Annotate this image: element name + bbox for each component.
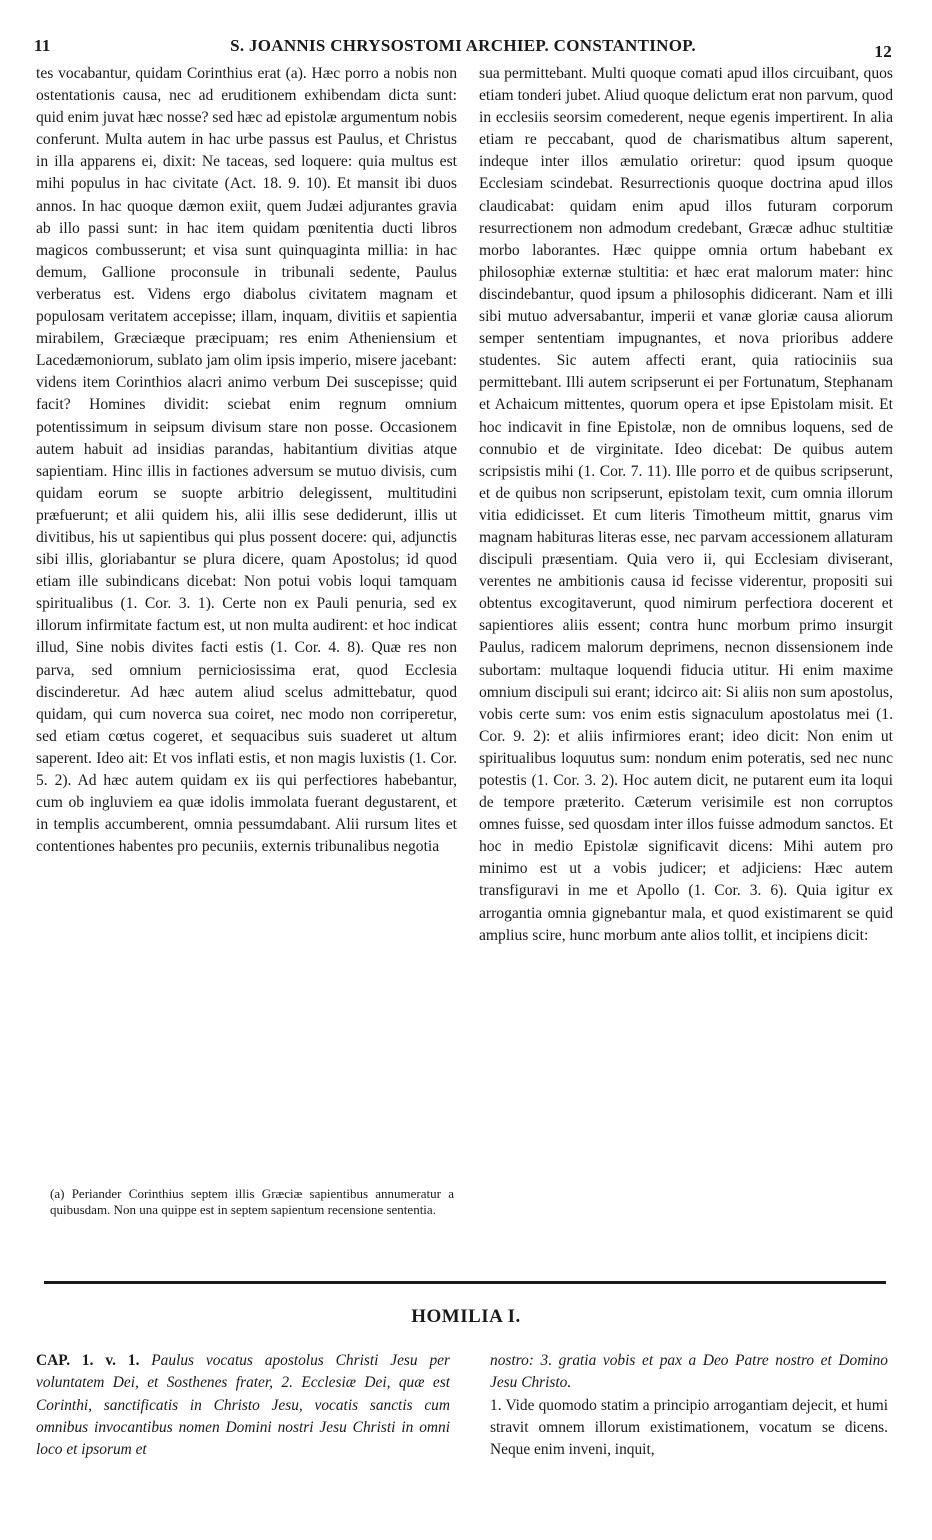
running-head: [34, 36, 892, 60]
scripture-right-text: nostro: 3. gratia vobis et pax a Deo Patre nostro et Domino Jesu Christo.: [490, 1352, 888, 1392]
footnote-text: (a) Periander Corinthius septem illis Græciæ sapientibus annumeratur a quibusdam. Non una quippe est in septem sapientum recensione sententia.: [50, 1186, 454, 1217]
left-column: [36, 63, 457, 858]
right-column: [479, 63, 893, 947]
page-number-right: 12: [874, 42, 892, 61]
footnote: [50, 1186, 454, 1217]
running-title: S. JOANNIS CHRYSOSTOMI ARCHIEP. CONSTANTINOP.: [230, 36, 696, 55]
homily-title: HOMILIA I.: [411, 1306, 521, 1327]
page-number-left: 11: [34, 36, 51, 55]
scripture-left-text: Paulus vocatus apostolus Christi Jesu per voluntatem Dei, et Sosthenes frater, 2. Ecclesiæ Dei, quæ est Corinthi, sanctificatis in Christo Jesu, vocatis sanctis cum omnibus invocantibus nomen Domini nostri Jesu Christi in omni loco et ipsorum et: [36, 1352, 450, 1459]
right-column-text: sua permittebant. Multi quoque comati apud illos circuibant, quos etiam tonderi jubet. Aliud quoque delictum erat non parvum, quod in ecclesiis seorsim comederent, neque egenis impertirent. In alia etiam re peccabant, quod de charismatibus altum saperent, indeque inter illos æmulatio oriretur: quod ipsum quoque Ecclesiam scindebat. Resurrectionis quoque doctrina apud illos claudicabat: quidam enim apud illos futuram corporum resurrectionem non admodum credebant, Græcæ adhuc stultitiæ morbo laborantes. Hæc quippe omnia ortum habebant ex philosophiæ externæ stultitia: et hæc erat malorum mater: hinc discindebantur, quod ipsum a philosophis didicerant. Nam et illi sibi mutuo adversabantur, imperii et vanæ gloriæ causa aliorum semper sententiam impugnantes, et nova prioribus addere studentes. Sic autem affecti erant, quia ratiociniis sua permittebant. Illi autem scripserunt ei per Fortunatum, Stephanam et Achaicum mittentes, quorum opera et ipse Epistolam misit. Et hoc indicavit in fine Epistolæ, non de omnibus loquens, sed de connubio et de virginitate. Ideo dicebat: De quibus autem scripsistis mihi (1. Cor. 7. 11). Ille porro et de quibus scripserunt, et de quibus non scripserunt, epistolam texit, cum omnia illorum vitia edidicisset. Et cum literis Timotheum mittit, gnarus vim magnam habituras literas esse, nec parvam accessionem allaturam discipuli præsentiam. Quia vero ii, qui Ecclesiam diviserant, verentes ne ambitionis causa id fecisse viderentur, propositi sui obtentus excogitaverunt, quod nimirum perfectiora docerent et sapientiores aliis essent; contra hunc morbum primo insurgit Paulus, radicem malorum deprimens, necnon dissensionem inde subortam: multaque loquendi fiducia utitur. Hi enim maxime omnium discipuli sui erant; idcirco ait: Si aliis non sum apostolus, vobis certe sum: vos enim estis signaculum apostolatus mei (1. Cor. 9. 2): et aliis infirmiores erant; ideo dicit: Non enim ut spiritualibus loquutus sum: nondum enim poteratis, sed nec nunc potestis (1. Cor. 3. 2). Hoc autem dicit, ne putarent eum ita loqui de tempore præterito. Cæterum verisimile est non corruptos omnes fuisse, sed quosdam inter illos fuisse admodum sanctos. Et hoc in medio Epistolæ significavit dicens: Mihi autem pro minimo est ut a vobis judicer; et adjiciens: Hæc autem transfiguravi in me et Apollo (1. Cor. 3. 6). Quia igitur ex arrogantia omnia gignebantur mala, et quod existimarent se quid amplius scire, hunc morbum ante alios tollit, et incipiens dicit:: [479, 65, 893, 944]
scripture-text-left: [36, 1350, 450, 1461]
left-column-text: tes vocabantur, quidam Corinthius erat (a). Hæc porro a nobis non ostentationis causa, nec ad eruditionem exhibendam dicta sunt: quid enim juvat hæc nosse? sed hæc ad epistolæ argumentum nobis conferunt. Multa autem in hac urbe passus est Paulus, et Christus in illa apparens ei, dixit: Ne taceas, sed loquere: quia multus est mihi populus in hac civitate (Act. 18. 9. 10). Et mansit ibi duos annos. In hac quoque dæmon exiit, quem Judæi adjurantes gravia ab illo passi sunt: in hac item quidam pœnitentia ducti libros magicos combusserunt; et visa sunt quinquaginta millia: in hac demum, Gallione proconsule in tribunali sedente, Paulus verberatus est. Videns ergo diabolus civitatem magnam et populosam veritatem accepisse; illam, inquam, divitiis et sapientia mirabilem, Græciæque præcipuam; res enim Atheniensium et Lacedæmoniorum, sublato jam olim ipsis imperio, misere jacebant: videns item Corinthios alacri animo verbum Dei suscepisse; quid facit? Homines dividit: sciebat enim regnum omnium potentissimum in seipsum divisum stare non posse. Occasionem autem habuit ad insidias parandas, habitantium divitias atque sapientiam. Hinc illis in factiones adversum se mutuo divisis, cum quidam eorum se suopte arbitrio delegissent, multitudini præfuerunt; et alii quidem his, alii illis sese dediderunt, illis ut divitibus, his ut sapientibus qui plus possent docere: qui, adjunctis sibi illis, gloriabantur se plura dicere, quam Apostolus; id quod etiam ille subindicans dicebat: Non potui vobis loqui tamquam spiritualibus (1. Cor. 3. 1). Certe non ex Pauli penuria, sed ex illorum infirmitate factum est, ut non multa audirent: et hoc indicat illud, Sine nobis divites facti estis (1. Cor. 4. 8). Quæ res non parva, sed omnium perniciosissima erat, quod Ecclesia discinderetur. Ad hæc autem aliud scelus admittebatur, quod quidam, qui cum noverca sua coiret, nec modo non corriperetur, sed etiam cœtus cogeret, et sequacibus suis suaderet ut altum saperent. Ideo ait: Et vos inflati estis, et non magis luxistis (1. Cor. 5. 2). Ad hæc autem quidam ex iis qui perfectiores habebantur, cum ob ingluviem ea quæ idolis immolata fuerant degustarent, et in templis accumberent, omnia pessumdabant. Alii rursum lites et contentiones habentes pro pecuniis, externis tribunalibus negotia: [36, 65, 457, 856]
section-divider: [44, 1281, 886, 1284]
homily-right-column: [490, 1350, 888, 1461]
chapter-verse-label: CAP. 1. v. 1.: [36, 1352, 140, 1369]
homily-commentary: 1. Vide quomodo statim a principio arrogantiam dejecit, et humi stravit omnem illorum existimationem, vocatum se dicens. Neque enim inveni, inquit,: [490, 1396, 888, 1459]
